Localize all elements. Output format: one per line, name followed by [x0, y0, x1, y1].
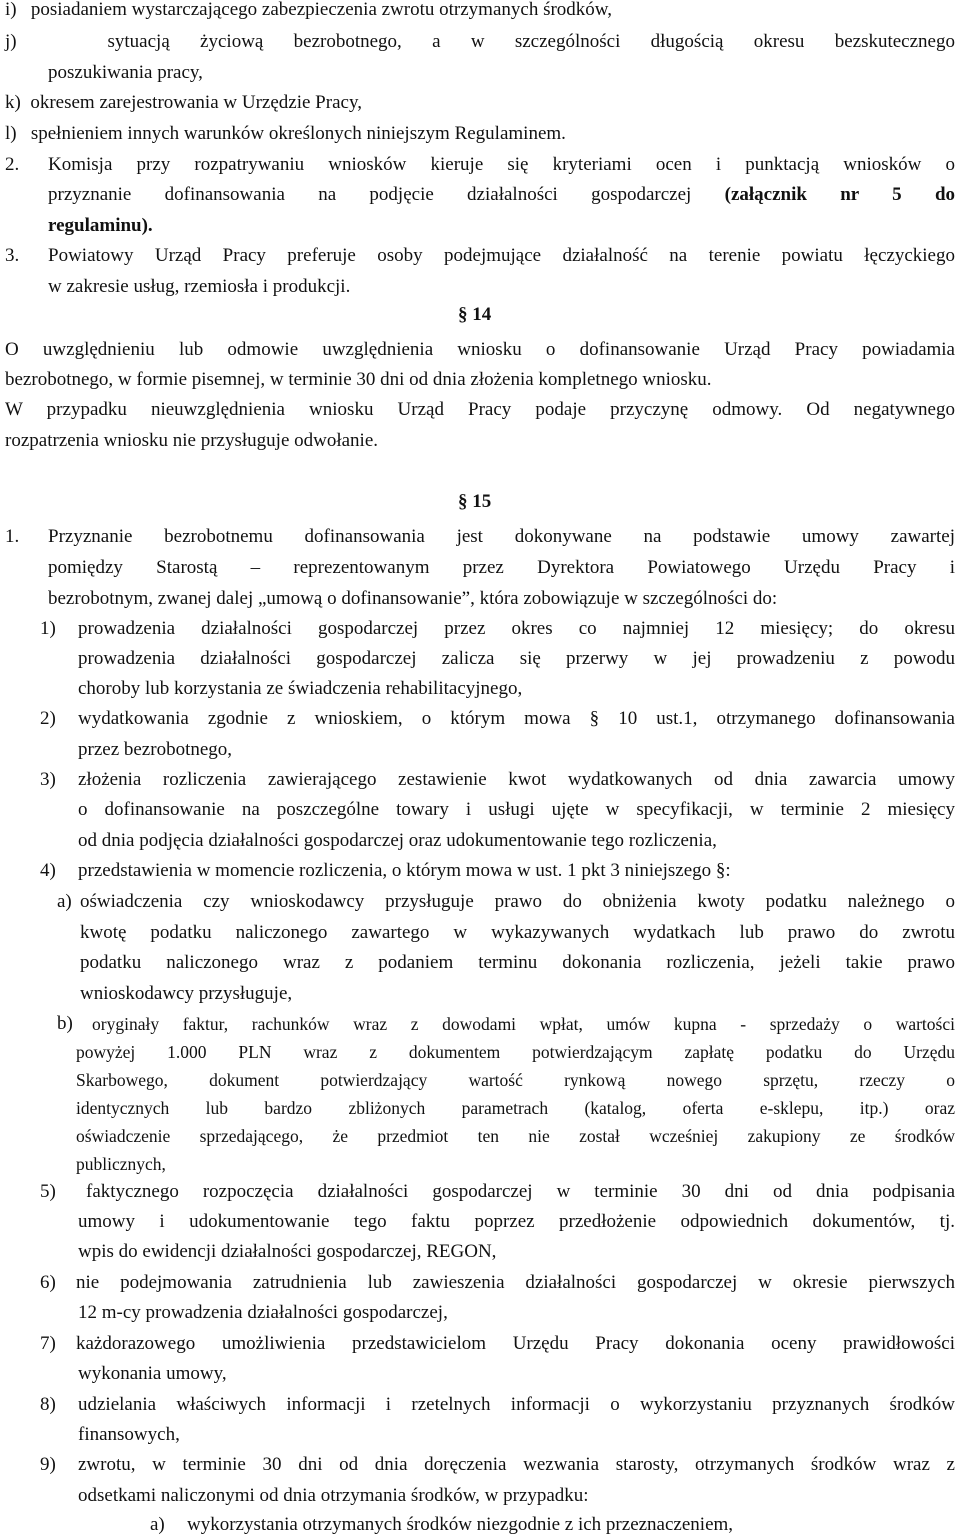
item4b-line5: oświadczenie sprzedającego, że przedmiot ten nie został wcześniej zakupiony ze środków — [76, 1126, 955, 1146]
item5-line1: faktycznego rozpoczęcia działalności gospodarczej w terminie 30 dni od dnia podpisania — [86, 1181, 955, 1202]
point3-number: 3. — [5, 245, 20, 266]
item-j-line1: j) sytuacją życiową bezrobotnego, a w szczególności długością okresu bezskutecznego — [5, 31, 955, 52]
item4b-number: b) — [57, 1013, 73, 1034]
item5-number: 5) — [40, 1181, 56, 1202]
item9a-number: a) — [150, 1514, 165, 1535]
item1-line2: prowadzenia działalności gospodarczej zalicza się przerwy w jej prowadzeniu z powodu — [78, 648, 955, 669]
point2-annex-ref: (załącznik nr 5 do — [724, 184, 956, 205]
item-l: l) spełnieniem innych warunków określonych niniejszym Regulaminem. — [5, 123, 566, 144]
section-14-p2-line1: W przypadku nieuwzględnienia wniosku Urząd Pracy podaje przyczynę odmowy. Od negatywnego — [5, 399, 955, 420]
item4a-line3: podatku naliczonego wraz z podaniem terminu dokonania rozliczenia, jeżeli takie prawo — [80, 952, 955, 973]
section-15-intro-line2: pomiędzy Starostą – reprezentowanym przez Dyrektora Powiatowego Urzędu Pracy i — [48, 557, 955, 578]
item9-number: 9) — [40, 1454, 56, 1475]
section-14-p1-line2: bezrobotnego, w formie pisemnej, w terminie 30 dni od dnia złożenia kompletnego wniosku. — [5, 369, 712, 390]
section-15-point1-number: 1. — [5, 526, 20, 547]
point3-line2: w zakresie usług, rzemiosła i produkcji. — [48, 276, 351, 297]
item-i: i) posiadaniem wystarczającego zabezpieczenia zwrotu otrzymanych środków, — [5, 0, 613, 20]
item3-number: 3) — [40, 769, 56, 790]
section-14-heading: § 14 — [458, 304, 492, 325]
item6-line2: 12 m-cy prowadzenia działalności gospodarczej, — [78, 1302, 448, 1323]
item4a-number: a) — [57, 891, 72, 912]
item9a-line1: wykorzystania otrzymanych środków niezgodnie z ich przeznaczeniem, — [187, 1514, 734, 1535]
item4b-line3: Skarbowego, dokument potwierdzający wartość rynkową nowego sprzętu, rzeczy o — [76, 1070, 955, 1090]
item6-number: 6) — [40, 1272, 56, 1293]
item4b-line1: oryginały faktur, rachunków wraz z dowodami wpłat, umów kupna - sprzedaży o wartości — [92, 1014, 955, 1034]
item4a-line1: oświadczenia czy wnioskodawcy przysługuje prawo do obniżenia kwoty podatku należnego o — [80, 891, 955, 912]
point2-line3 — [48, 214, 153, 238]
item-j-line2: poszukiwania pracy, — [48, 62, 203, 83]
item3-line3: od dnia podjęcia działalności gospodarczej oraz udokumentowanie tego rozliczenia, — [78, 830, 717, 851]
section-14-p1-line1: O uwzględnieniu lub odmowie uwzględnienia wniosku o dofinansowanie Urząd Pracy powiadamia — [5, 339, 955, 360]
item4-number: 4) — [40, 860, 56, 881]
item3-line2: o dofinansowanie na poszczególne towary i usługi ujęte w specyfikacji, w terminie 2 miesięcy — [78, 799, 955, 820]
section-15-intro-line3: bezrobotnym, zwanej dalej „umową o dofinansowanie”, która zobowiązuje w szczególności do: — [48, 588, 778, 609]
item6-line1: nie podejmowania zatrudnienia lub zawieszenia działalności gospodarczej w okresie pierwszych — [76, 1272, 955, 1293]
item7-number: 7) — [40, 1333, 56, 1354]
item5-line3: wpis do ewidencji działalności gospodarczej, REGON, — [78, 1241, 497, 1262]
item4a-line2: kwotę podatku naliczonego zawartego w wykazywanych wydatkach lub prawo do zwrotu — [80, 922, 955, 943]
point2-line1: Komisja przy rozpatrywaniu wniosków kieruje się kryteriami ocen i punktacją wniosków o — [48, 154, 955, 175]
item4b-line4: identycznych lub bardzo zbliżonych parametrach (katalog, oferta e-sklepu, itp.) oraz — [76, 1098, 955, 1118]
item4b-line2: powyżej 1.000 PLN wraz z dokumentem potwierdzającym zapłatę podatku do Urzędu — [76, 1042, 955, 1062]
item4b-line6: publicznych, — [76, 1154, 166, 1174]
item5-line2: umowy i udokumentowanie tego faktu poprzez przedłożenie odpowiednich dokumentów, tj. — [78, 1211, 955, 1232]
item8-line1: udzielania właściwych informacji i rzetelnych informacji o wykorzystaniu przyznanych środków — [78, 1394, 955, 1415]
item1-number: 1) — [40, 618, 56, 639]
item3-line1: złożenia rozliczenia zawierającego zestawienie kwot wydatkowanych od dnia zawarcia umowy — [78, 769, 955, 790]
item4-line1: przedstawienia w momencie rozliczenia, o którym mowa w ust. 1 pkt 3 niniejszego §: — [78, 860, 731, 881]
item8-number: 8) — [40, 1394, 56, 1415]
item-k: k) okresem zarejestrowania w Urzędzie Pracy, — [5, 92, 362, 113]
section-15-intro-line1: Przyznanie bezrobotnemu dofinansowania jest dokonywane na podstawie umowy zawartej — [48, 526, 955, 547]
item9-line2: odsetkami naliczonymi od dnia otrzymania środków, w przypadku: — [78, 1485, 589, 1506]
point2-number: 2. — [5, 154, 20, 175]
point2-annex-ref-end: regulaminu). — [48, 215, 153, 236]
item7-line1: każdorazowego umożliwienia przedstawicielom Urzędu Pracy dokonania oceny prawidłowości — [76, 1333, 955, 1354]
item7-line2: wykonania umowy, — [78, 1363, 227, 1384]
item2-line1: wydatkowania zgodnie z wnioskiem, o którym mowa § 10 ust.1, otrzymanego dofinansowania — [78, 708, 955, 729]
point2-line2-text: przyznanie dofinansowania na podjęcie działalności gospodarczej — [48, 184, 692, 205]
section-15-heading: § 15 — [458, 491, 492, 512]
point2-line2 — [48, 183, 955, 207]
section-14-p2-line2: rozpatrzenia wniosku nie przysługuje odwołanie. — [5, 430, 379, 451]
item1-line1: prowadzenia działalności gospodarczej przez okres co najmniej 12 miesięcy; do okresu — [78, 618, 955, 639]
item9-line1: zwrotu, w terminie 30 dni od dnia doręczenia wezwania starosty, otrzymanych środków wraz z — [78, 1454, 955, 1475]
item1-line3: choroby lub korzystania ze świadczenia rehabilitacyjnego, — [78, 678, 523, 699]
item8-line2: finansowych, — [78, 1424, 180, 1445]
item2-line2: przez bezrobotnego, — [78, 739, 233, 760]
point3-line1: Powiatowy Urząd Pracy preferuje osoby podejmujące działalność na terenie powiatu łęczyckiego — [48, 245, 955, 266]
item2-number: 2) — [40, 708, 56, 729]
item4a-line4: wnioskodawcy przysługuje, — [80, 983, 293, 1004]
